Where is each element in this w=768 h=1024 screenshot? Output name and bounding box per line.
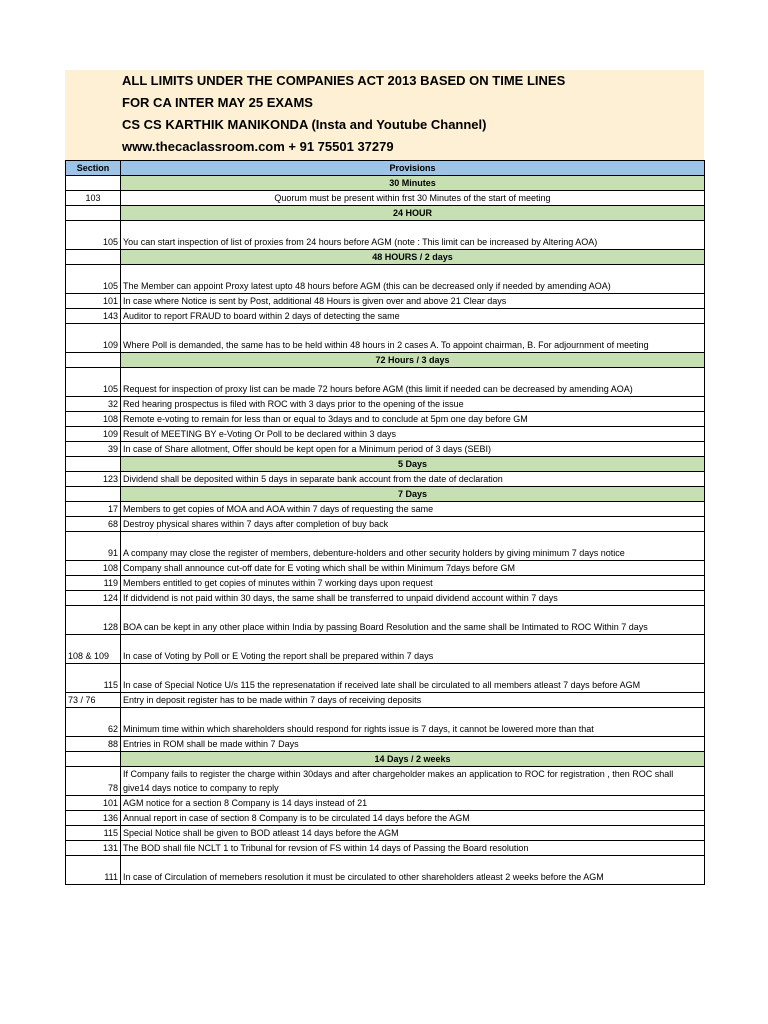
section-cell: 108 <box>66 561 121 576</box>
provision-cell: The Member can appoint Proxy latest upto 48 hours before AGM (this can be decreased only if needed by amending AOA) <box>121 265 705 294</box>
provision-cell: Special Notice shall be given to BOD atleast 14 days before the AGM <box>121 826 705 841</box>
section-cell: 105 <box>66 368 121 397</box>
section-cell: 78 <box>66 767 121 796</box>
band-row <box>66 752 705 767</box>
band-label: 24 HOUR <box>121 206 705 221</box>
provision-cell: Members entitled to get copies of minutes within 7 working days upon request <box>121 576 705 591</box>
band-label: 14 Days / 2 weeks <box>121 752 705 767</box>
provision-cell: The BOD shall file NCLT 1 to Tribunal for revsion of FS within 14 days of Passing the Board resolution <box>121 841 705 856</box>
band-label: 7 Days <box>121 487 705 502</box>
limits-table <box>65 160 705 885</box>
provision-cell: Result of MEETING BY e-Voting Or Poll to be declared within 3 days <box>121 427 705 442</box>
table-row <box>66 294 705 309</box>
provision-cell: AGM notice for a section 8 Company is 14 days instead of 21 <box>121 796 705 811</box>
section-cell: 103 <box>66 191 121 206</box>
table-row <box>66 664 705 693</box>
empty-cell <box>66 487 121 502</box>
provision-cell: In case of Circulation of memebers resolution it must be circulated to other shareholders atleast 2 weeks before the AGM <box>121 856 705 885</box>
table-row <box>66 767 705 796</box>
band-row <box>66 176 705 191</box>
header-title: ALL LIMITS UNDER THE COMPANIES ACT 2013 BASED ON TIME LINES <box>122 73 566 88</box>
section-cell: 73 / 76 <box>66 693 121 708</box>
table-row <box>66 397 705 412</box>
table-row <box>66 412 705 427</box>
section-cell: 109 <box>66 324 121 353</box>
provision-cell: Dividend shall be deposited within 5 days in separate bank account from the date of declaration <box>121 472 705 487</box>
section-cell: 111 <box>66 856 121 885</box>
header-author: CS CS KARTHIK MANIKONDA (Insta and Youtube Channel) <box>122 117 487 132</box>
table-row <box>66 502 705 517</box>
section-cell: 123 <box>66 472 121 487</box>
empty-cell <box>66 353 121 368</box>
provision-cell: Quorum must be present within frst 30 Minutes of the start of meeting <box>121 191 705 206</box>
provision-cell: A company may close the register of members, debenture-holders and other security holders by giving minimum 7 days notice <box>121 532 705 561</box>
empty-cell <box>66 206 121 221</box>
table-row <box>66 796 705 811</box>
section-cell: 119 <box>66 576 121 591</box>
provision-cell: Members to get copies of MOA and AOA within 7 days of requesting the same <box>121 502 705 517</box>
section-cell: 101 <box>66 796 121 811</box>
sheet-header <box>65 70 704 160</box>
section-cell: 105 <box>66 265 121 294</box>
table-row <box>66 309 705 324</box>
table-row <box>66 841 705 856</box>
provision-cell: Red hearing prospectus is filed with ROC with 3 days prior to the opening of the issue <box>121 397 705 412</box>
table-row <box>66 472 705 487</box>
provision-cell: Remote e-voting to remain for less than or equal to 3days and to conclude at 5pm one day before GM <box>121 412 705 427</box>
band-row <box>66 487 705 502</box>
section-cell: 143 <box>66 309 121 324</box>
provision-cell: In case where Notice is sent by Post, additional 48 Hours is given over and above 21 Clear days <box>121 294 705 309</box>
provision-cell: Destroy physical shares within 7 days after completion of buy back <box>121 517 705 532</box>
table-row <box>66 576 705 591</box>
table-row <box>66 517 705 532</box>
table-row <box>66 826 705 841</box>
table-row <box>66 191 705 206</box>
table-row <box>66 427 705 442</box>
band-row <box>66 353 705 368</box>
section-cell: 115 <box>66 826 121 841</box>
provision-cell: If didvidend is not paid within 30 days, the same shall be transferred to unpaid dividend account within 7 days <box>121 591 705 606</box>
provision-cell: You can start inspection of list of proxies from 24 hours before AGM (note : This limit can be increased by Altering AOA) <box>121 221 705 250</box>
band-row <box>66 250 705 265</box>
section-cell: 108 & 109 <box>66 635 121 664</box>
provision-cell: Minimum time within which shareholders should respond for rights issue is 7 days, it cannot be lowered more than that <box>121 708 705 737</box>
table-row <box>66 265 705 294</box>
table-row <box>66 532 705 561</box>
provision-cell: In case of Special Notice U/s 115 the represenatation if received late shall be circulated to all members atleast 7 days before AGM <box>121 664 705 693</box>
table-row <box>66 324 705 353</box>
provision-cell: BOA can be kept in any other place within India by passing Board Resolution and the same shall be Intimated to ROC Within 7 days <box>121 606 705 635</box>
band-row <box>66 457 705 472</box>
table-row <box>66 368 705 397</box>
band-label: 30 Minutes <box>121 176 705 191</box>
section-cell: 105 <box>66 221 121 250</box>
provision-cell: Entries in ROM shall be made within 7 Days <box>121 737 705 752</box>
table-row <box>66 737 705 752</box>
band-row <box>66 206 705 221</box>
table-row <box>66 856 705 885</box>
column-header-section: Section <box>66 161 121 176</box>
section-cell: 17 <box>66 502 121 517</box>
header-contact: www.thecaclassroom.com + 91 75501 37279 <box>122 139 394 154</box>
section-cell: 124 <box>66 591 121 606</box>
provision-cell: Company shall announce cut-off date for E voting which shall be within Minimum 7days before GM <box>121 561 705 576</box>
table-row <box>66 693 705 708</box>
column-header-row <box>66 161 705 176</box>
section-cell: 108 <box>66 412 121 427</box>
section-cell: 109 <box>66 427 121 442</box>
table-row <box>66 221 705 250</box>
section-cell: 39 <box>66 442 121 457</box>
section-cell: 88 <box>66 737 121 752</box>
section-cell: 136 <box>66 811 121 826</box>
provision-cell: Annual report in case of section 8 Company is to be circulated 14 days before the AGM <box>121 811 705 826</box>
band-label: 5 Days <box>121 457 705 472</box>
band-label: 48 HOURS / 2 days <box>121 250 705 265</box>
spreadsheet <box>65 70 704 885</box>
provision-cell: Where Poll is demanded, the same has to be held within 48 hours in 2 cases A. To appoint chairman, B. For adjournment of meeting <box>121 324 705 353</box>
table-row <box>66 442 705 457</box>
provision-cell: In case of Share allotment, Offer should be kept open for a Minimum period of 3 days (SEBI) <box>121 442 705 457</box>
empty-cell <box>66 457 121 472</box>
section-cell: 32 <box>66 397 121 412</box>
table-row <box>66 561 705 576</box>
section-cell: 91 <box>66 532 121 561</box>
empty-cell <box>66 752 121 767</box>
table-row <box>66 635 705 664</box>
table-row <box>66 708 705 737</box>
column-header-provisions: Provisions <box>121 161 705 176</box>
provision-cell: Auditor to report FRAUD to board within 2 days of detecting the same <box>121 309 705 324</box>
provision-cell: Request for inspection of proxy list can be made 72 hours before AGM (this limit if needed can be decreased by amending AOA) <box>121 368 705 397</box>
table-row <box>66 606 705 635</box>
section-cell: 131 <box>66 841 121 856</box>
empty-cell <box>66 250 121 265</box>
provision-cell: In case of Voting by Poll or E Voting the report shall be prepared within 7 days <box>121 635 705 664</box>
section-cell: 115 <box>66 664 121 693</box>
table-row <box>66 811 705 826</box>
section-cell: 128 <box>66 606 121 635</box>
section-cell: 68 <box>66 517 121 532</box>
band-label: 72 Hours / 3 days <box>121 353 705 368</box>
provision-cell: If Company fails to register the charge within 30days and after chargeholder makes an application to ROC for registration , then ROC shall give14 days notice to company to reply <box>121 767 705 796</box>
empty-cell <box>66 176 121 191</box>
section-cell: 101 <box>66 294 121 309</box>
table-row <box>66 591 705 606</box>
section-cell: 62 <box>66 708 121 737</box>
header-exam: FOR CA INTER MAY 25 EXAMS <box>122 95 313 110</box>
provision-cell: Entry in deposit register has to be made within 7 days of receiving deposits <box>121 693 705 708</box>
